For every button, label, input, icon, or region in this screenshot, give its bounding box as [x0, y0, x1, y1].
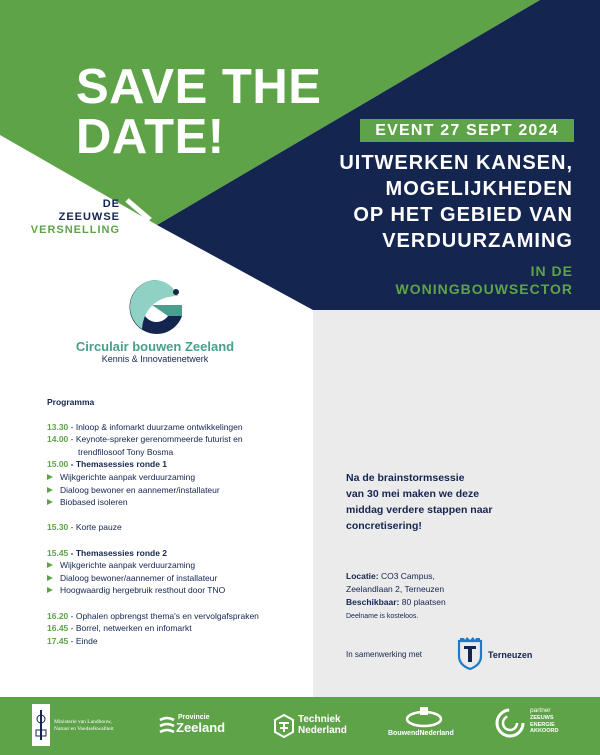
subheadline-line: WONINGBOUWSECTOR	[395, 281, 573, 297]
headline	[243, 150, 573, 254]
zeeuwse-versnelling-logo	[18, 198, 120, 237]
programma-spacer	[47, 534, 317, 547]
programma-item-continuation: trendfilosoof Tony Bosma	[78, 446, 174, 457]
bullet-triangle-icon	[47, 562, 53, 568]
programma-time: 16.45	[47, 623, 69, 634]
programma-bullet	[47, 572, 317, 585]
ministerie-crest-icon	[32, 704, 50, 746]
save-line-1: SAVE THE	[76, 60, 322, 114]
programma-item	[47, 622, 317, 635]
techniek-nederland-icon	[272, 714, 296, 738]
beschikbaar-value: 80 plaatsen	[399, 597, 446, 607]
zeeuws-energie-text	[530, 715, 558, 735]
circulair-name: Circulair bouwen Zeeland	[75, 339, 235, 354]
subheadline-line: IN DE	[530, 263, 573, 279]
bullet-triangle-icon	[47, 487, 53, 493]
programma-text: - Themasessies ronde 1	[68, 459, 168, 470]
brainstorm-line: Na de brainstormsessie	[346, 472, 465, 484]
bouwend-nederland-icon	[404, 705, 444, 729]
deelname-note: Deelname is kosteloos.	[346, 613, 419, 620]
zeeuws-energie-akkoord-icon	[494, 707, 526, 739]
programma-text: - Keynote-spreker gerenommeerde futurist en	[68, 434, 243, 445]
programma-bullet	[47, 471, 317, 484]
programma-list	[47, 421, 317, 648]
provincie-label: Provincie	[178, 714, 210, 721]
terneuzen-shield-icon	[456, 636, 484, 670]
zeeuws-line: ENERGIE	[530, 721, 555, 728]
circulair-subtitle: Kennis & Innovatienetwerk	[101, 354, 209, 364]
programma-spacer	[47, 509, 317, 522]
ministerie-line: Natuur en Voedselkwaliteit	[54, 726, 114, 732]
programma-text: - Ophalen opbrengst thema's en vervolgafspraken	[68, 610, 259, 621]
programma-bullet-text: Dialoog bewoner/aannemer of installateur	[60, 572, 218, 583]
bullet-triangle-icon	[47, 575, 53, 581]
zv-line-3: VERSNELLING	[30, 224, 120, 236]
programma-item	[47, 610, 317, 623]
programma-bullet-text: Biobased isoleren	[60, 497, 128, 508]
event-date-badge: EVENT 27 SEPT 2024	[360, 119, 574, 142]
programma-item	[47, 521, 317, 534]
locatie-value: CO3 Campus,	[378, 571, 435, 581]
brainstorm-line: middag verdere stappen naar	[346, 504, 493, 516]
subheadline	[395, 262, 573, 298]
programma-bullet-text: Dialoog bewoner en aannemer/installateur	[60, 484, 220, 495]
programma-item	[47, 421, 317, 434]
headline-line: MOGELIJKHEDEN	[385, 178, 573, 200]
programma-bullet-text: Wijkgerichte aanpak verduurzaming	[60, 560, 196, 571]
arrow-right-icon	[124, 196, 154, 240]
brainstorm-text	[346, 470, 566, 534]
samenwerking-text: In samenwerking met	[346, 650, 423, 659]
programma	[47, 396, 317, 647]
programma-item	[47, 547, 317, 560]
address: Zeelandlaan 2, Terneuzen	[346, 584, 445, 594]
footer-logos	[0, 697, 600, 755]
programma-item	[47, 635, 317, 648]
ministerie-logo-text	[54, 719, 114, 733]
save-line-2: DATE!	[76, 110, 225, 164]
headline-line: VERDUURZAMING	[382, 230, 573, 252]
programma-text: - Themasessies ronde 2	[68, 547, 168, 558]
bullet-triangle-icon	[47, 587, 53, 593]
bullet-triangle-icon	[47, 499, 53, 505]
programma-item	[47, 433, 317, 446]
programma-text: - Inloop & infomarkt duurzame ontwikkelingen	[68, 421, 243, 432]
programma-time: 15.30	[47, 522, 69, 533]
zv-line-1: DE	[102, 198, 120, 210]
brainstorm-line: concretisering!	[346, 520, 422, 532]
programma-bullet	[47, 584, 317, 597]
beschikbaar-row	[346, 596, 566, 609]
programma-time: 17.45	[47, 635, 69, 646]
techniek-line: Techniek	[298, 714, 341, 725]
bouwend-text: BouwendNederland	[388, 730, 454, 737]
partner-label: partner	[530, 707, 551, 714]
beschikbaar-label: Beschikbaar:	[346, 597, 400, 607]
programma-time: 15.45	[47, 547, 69, 558]
headline-line: UITWERKEN KANSEN,	[339, 152, 573, 174]
programma-text: - Korte pauze	[68, 522, 122, 533]
programma-time: 13.30	[47, 421, 69, 432]
terneuzen-text: Terneuzen	[488, 650, 533, 660]
programma-item	[47, 458, 317, 471]
programma-time: 14.00	[47, 434, 69, 445]
zeeuws-line: AKKOORD	[530, 728, 559, 734]
provincie-zeeland-icon	[158, 716, 176, 738]
save-the-date-title	[76, 62, 321, 162]
zv-line-2: ZEEUWSE	[58, 211, 120, 223]
circulair-g-icon	[120, 276, 190, 338]
locatie-row	[346, 570, 566, 583]
programma-bullet-text: Wijkgerichte aanpak verduurzaming	[60, 471, 196, 482]
programma-spacer	[47, 597, 317, 610]
programma-title: Programma	[47, 397, 95, 407]
headline-line: OP HET GEBIED VAN	[353, 204, 573, 226]
techniek-line: Nederland	[298, 725, 347, 736]
programma-text: - Borrel, netwerken en infomarkt	[68, 623, 192, 634]
techniek-text	[298, 714, 347, 736]
bullet-triangle-icon	[47, 474, 53, 480]
programma-bullet	[47, 484, 317, 497]
zeeuws-line: ZEEUWS	[530, 715, 554, 721]
brainstorm-line: van 30 mei maken we deze	[346, 488, 480, 500]
programma-time: 15.00	[47, 459, 69, 470]
locatie-label: Locatie:	[346, 571, 379, 581]
programma-bullet-text: Hoogwaardig hergebruik resthout door TNO	[60, 585, 226, 596]
programma-bullet	[47, 496, 317, 509]
programma-text: - Einde	[68, 635, 98, 646]
zeeland-label: Zeeland	[176, 720, 226, 735]
programma-bullet	[47, 559, 317, 572]
location-info	[346, 570, 566, 623]
ministerie-line: Ministerie van Landbouw,	[54, 719, 112, 725]
programma-time: 16.20	[47, 610, 69, 621]
